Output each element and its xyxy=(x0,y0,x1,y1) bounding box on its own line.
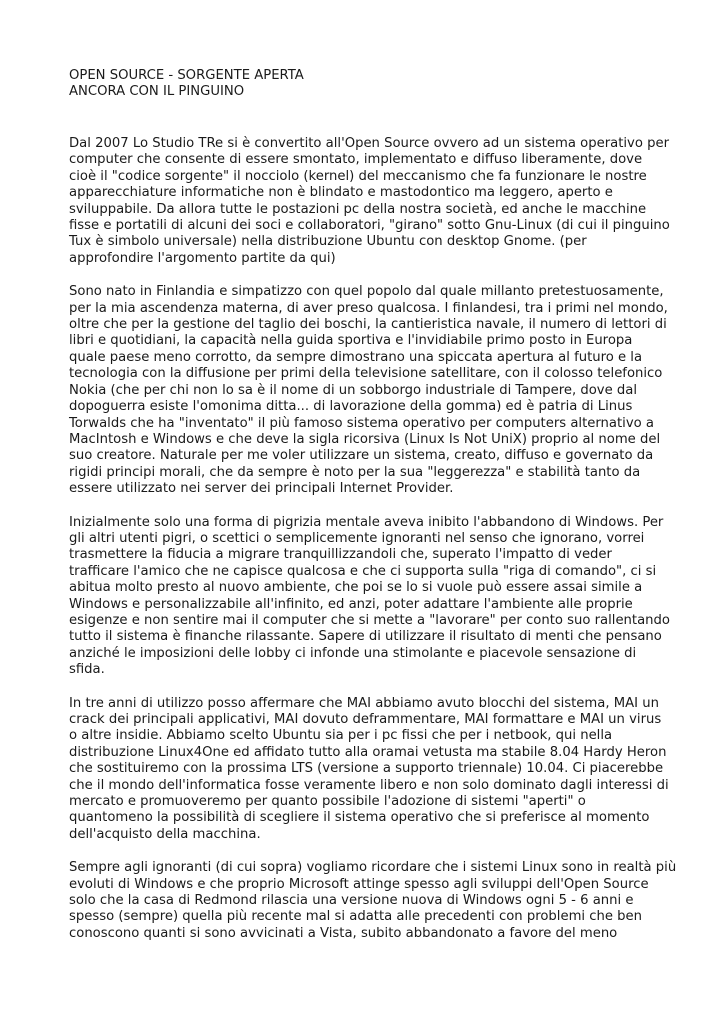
text-line: libri e quotidiani, la capacità nella guida sportiva e l'invidiabile primo posto in Europa xyxy=(69,333,633,349)
text-line: Dal 2007 Lo Studio TRe si è convertito all'Open Source ovvero ad un sistema operativo per xyxy=(69,136,669,151)
text-line: approfondire l'argomento partite da qui) xyxy=(69,250,336,266)
text-line: sviluppabile. Da allora tutte le postazioni pc della nostra società, ed anche le macchine xyxy=(69,201,647,217)
text-line: per la mia ascendenza materna, di aver preso qualcosa. I finlandesi, tra i primi nel mondo, xyxy=(69,300,668,316)
text-line: rigidi principi morali, che da sempre è noto per la sua "leggerezza" e stabilità tanto da xyxy=(69,464,641,480)
text-line: conoscono quanti si sono avvicinati a Vista, subito abbandonato a favore del meno xyxy=(69,925,618,941)
document-title xyxy=(69,68,669,100)
text-line: crack dei principali applicativi, MAI dovuto deframmentare, MAI formattare e MAI un virus xyxy=(69,712,662,727)
paragraph-2 xyxy=(69,284,669,497)
text-line: esigenze e non sentire mai il computer che si mette a "lavorare" per conto suo rallentando xyxy=(69,612,670,628)
text-line: o altre insidie. Abbiamo scelto Ubuntu sia per i pc fissi che per i netbook, qui nella xyxy=(69,728,613,744)
text-line: distribuzione Linux4One ed affidato tutto alla oramai vetusta ma stabile 8.04 Hardy Heron xyxy=(69,744,667,760)
title-line-1: OPEN SOURCE - SORGENTE APERTA xyxy=(69,68,304,83)
text-line: quantomeno la possibilità di scegliere il sistema operativo che si preferisce al momento xyxy=(69,810,650,826)
text-line: oltre che per la gestione del taglio dei boschi, la cantieristica navale, il numero di lettori di xyxy=(69,317,667,333)
paragraph-4 xyxy=(69,696,669,844)
text-line: suo creatore. Naturale per me voler utilizzare un sistema, creato, diffuso e governato da xyxy=(69,448,654,464)
text-line: che il mondo dell'informatica fosse veramente libero e non solo dominato dagli interessi di xyxy=(69,777,669,793)
text-line: trafficare l'amico che ne capisce qualcosa e che ci supporta sulla "riga di comando", ci si xyxy=(69,563,657,579)
text-line: MacIntosh e Windows e che deve la sigla ricorsiva (Linux Is Not UniX) proprio al nome del xyxy=(69,431,661,447)
title-line-2: ANCORA CON IL PINGUINO xyxy=(69,84,245,99)
text-line: Windows e personalizzabile all'infinito, ed anzi, poter adattare l'ambiente alle proprie xyxy=(69,596,633,612)
text-line: tutto il sistema è finanche rilassante. Sapere di utilizzare il risultato di menti che pensano xyxy=(69,629,662,645)
text-line: Sono nato in Finlandia e simpatizzo con quel popolo dal quale millanto pretestuosamente, xyxy=(69,284,664,300)
text-line: che sostituiremo con la prossima LTS (versione a supporto triennale) 10.04. Ci piacerebbe xyxy=(69,761,664,777)
text-line: quale paese meno corrotto, da sempre dimostrano una spiccata apertura al futuro e la xyxy=(69,349,643,365)
text-line: sfida. xyxy=(69,662,105,678)
text-line: In tre anni di utilizzo posso affermare che MAI abbiamo avuto blocchi del sistema, MAI un xyxy=(69,695,659,711)
text-line: cioè il "codice sorgente" il nocciolo (kernel) del meccanismo che fa funzionare le nostre xyxy=(69,168,647,184)
text-line: anziché le imposizioni delle lobby ci infonde una stimolante e piacevole sensazione di xyxy=(69,645,637,661)
text-line: Inizialmente solo una forma di pigrizia mentale aveva inibito l'abbandono di Windows. Per xyxy=(69,514,664,530)
text-line: fisse e portatili di alcuni dei soci e collaboratori, "girano" sotto Gnu-Linux (di cui il pinguino xyxy=(69,218,670,234)
text-line: Sempre agli ignoranti (di cui sopra) vogliamo ricordare che i sistemi Linux sono in realtà più xyxy=(69,860,677,876)
text-line: trasmettere la fiducia a migrare tranquillizzandoli che, superato l'impatto di veder xyxy=(69,547,612,563)
text-line: evoluti di Windows e che proprio Microsoft attinge spesso agli sviluppi dell'Open Source xyxy=(69,876,649,892)
text-line: dopoguerra esiste l'omonima ditta... di lavorazione della gomma) ed è patria di Linus xyxy=(69,399,633,415)
text-line: abitua molto presto al nuovo ambiente, che poi se lo si vuole può essere assai simile a xyxy=(69,580,643,596)
text-line: dell'acquisto della macchina. xyxy=(69,826,261,842)
document-page xyxy=(69,68,677,959)
paragraph-3 xyxy=(69,515,669,679)
text-line: solo che la casa di Redmond rilascia una versione nuova di Windows ogni 5 - 6 anni e xyxy=(69,893,634,909)
text-line: Torwalds che ha "inventato" il più famoso sistema operativo per computers alternativo a xyxy=(69,415,654,431)
text-line: apparecchiature informatiche non è blindato e mastodontico ma leggero, aperto e xyxy=(69,185,613,201)
text-line: Tux è simbolo universale) nella distribuzione Ubuntu con desktop Gnome. (per xyxy=(69,234,587,250)
text-line: computer che consente di essere smontato, implementato e diffuso liberamente, dove xyxy=(69,152,643,168)
text-line: Nokia (che per chi non lo sa è il nome di un sobborgo industriale di Tampere, dove dal xyxy=(69,382,638,398)
paragraph-1 xyxy=(69,136,669,267)
text-line: essere utilizzato nei server dei principali Internet Provider. xyxy=(69,481,454,497)
text-line: mercato e promuoveremo per quanto possibile l'adozione di sistemi "aperti" o xyxy=(69,794,586,810)
paragraph-5 xyxy=(69,860,677,942)
text-line: tecnologia con la diffusione per primi della televisione satellitare, con il colosso telefonico xyxy=(69,366,663,382)
text-line: gli altri utenti pigri, o scettici o semplicemente ignoranti nel senso che ignorano, vorrei xyxy=(69,530,645,546)
text-line: spesso (sempre) quella più recente mal si adatta alle precedenti con problemi che ben xyxy=(69,909,643,925)
